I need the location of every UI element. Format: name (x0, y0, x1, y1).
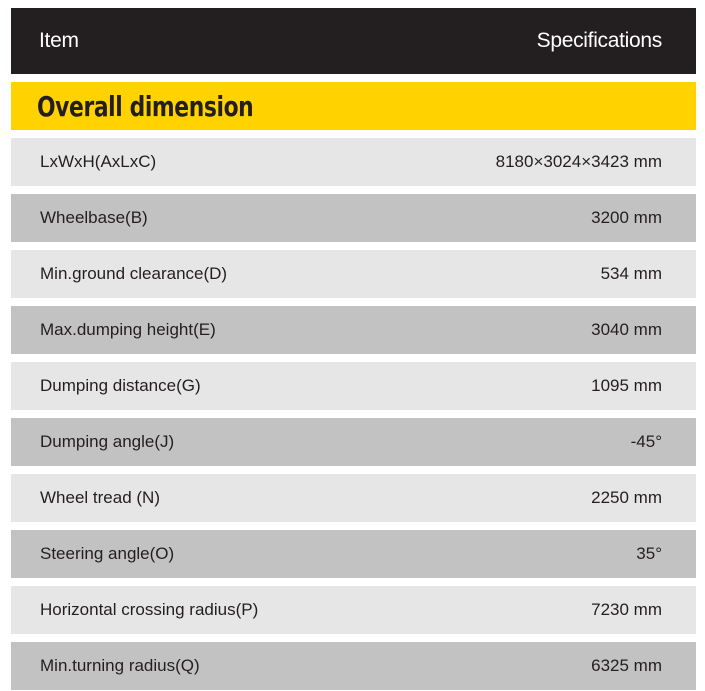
row-value: 534 mm (600, 264, 662, 283)
row-value: 1095 mm (591, 376, 662, 395)
row-label: Wheel tread (N) (40, 488, 160, 507)
row-label: Wheelbase(B) (40, 208, 148, 227)
row-label: Dumping angle(J) (40, 432, 175, 451)
row-value: 3040 mm (591, 320, 662, 339)
table-row (11, 474, 696, 522)
row-label: LxWxH(AxLxC) (40, 152, 157, 171)
section-heading (11, 82, 696, 130)
row-value: 8180×3024×3423 mm (495, 152, 662, 171)
row-value: 35° (636, 544, 662, 563)
table-row (11, 530, 696, 578)
row-label: Min.ground clearance(D) (40, 264, 228, 283)
row-label: Min.turning radius(Q) (40, 656, 200, 675)
header-spec-label: Specifications (536, 29, 662, 52)
row-value: 6325 mm (591, 656, 662, 675)
spec-table (11, 8, 696, 690)
table-row (11, 194, 696, 242)
table-header (11, 8, 696, 74)
table-row (11, 250, 696, 298)
table-row (11, 642, 696, 690)
header-item-label: Item (39, 29, 79, 52)
table-row (11, 138, 696, 186)
row-value: 3200 mm (591, 208, 662, 227)
table-row (11, 418, 696, 466)
table-row (11, 362, 696, 410)
row-value: 2250 mm (591, 488, 662, 507)
row-label: Dumping distance(G) (40, 376, 201, 395)
table-row (11, 306, 696, 354)
row-label: Horizontal crossing radius(P) (40, 600, 259, 619)
row-label: Steering angle(O) (40, 544, 175, 563)
row-label: Max.dumping height(E) (40, 320, 216, 339)
section-title: Overall dimension (37, 89, 254, 123)
table-row (11, 586, 696, 634)
row-value: 7230 mm (591, 600, 662, 619)
row-value: -45° (630, 432, 662, 451)
